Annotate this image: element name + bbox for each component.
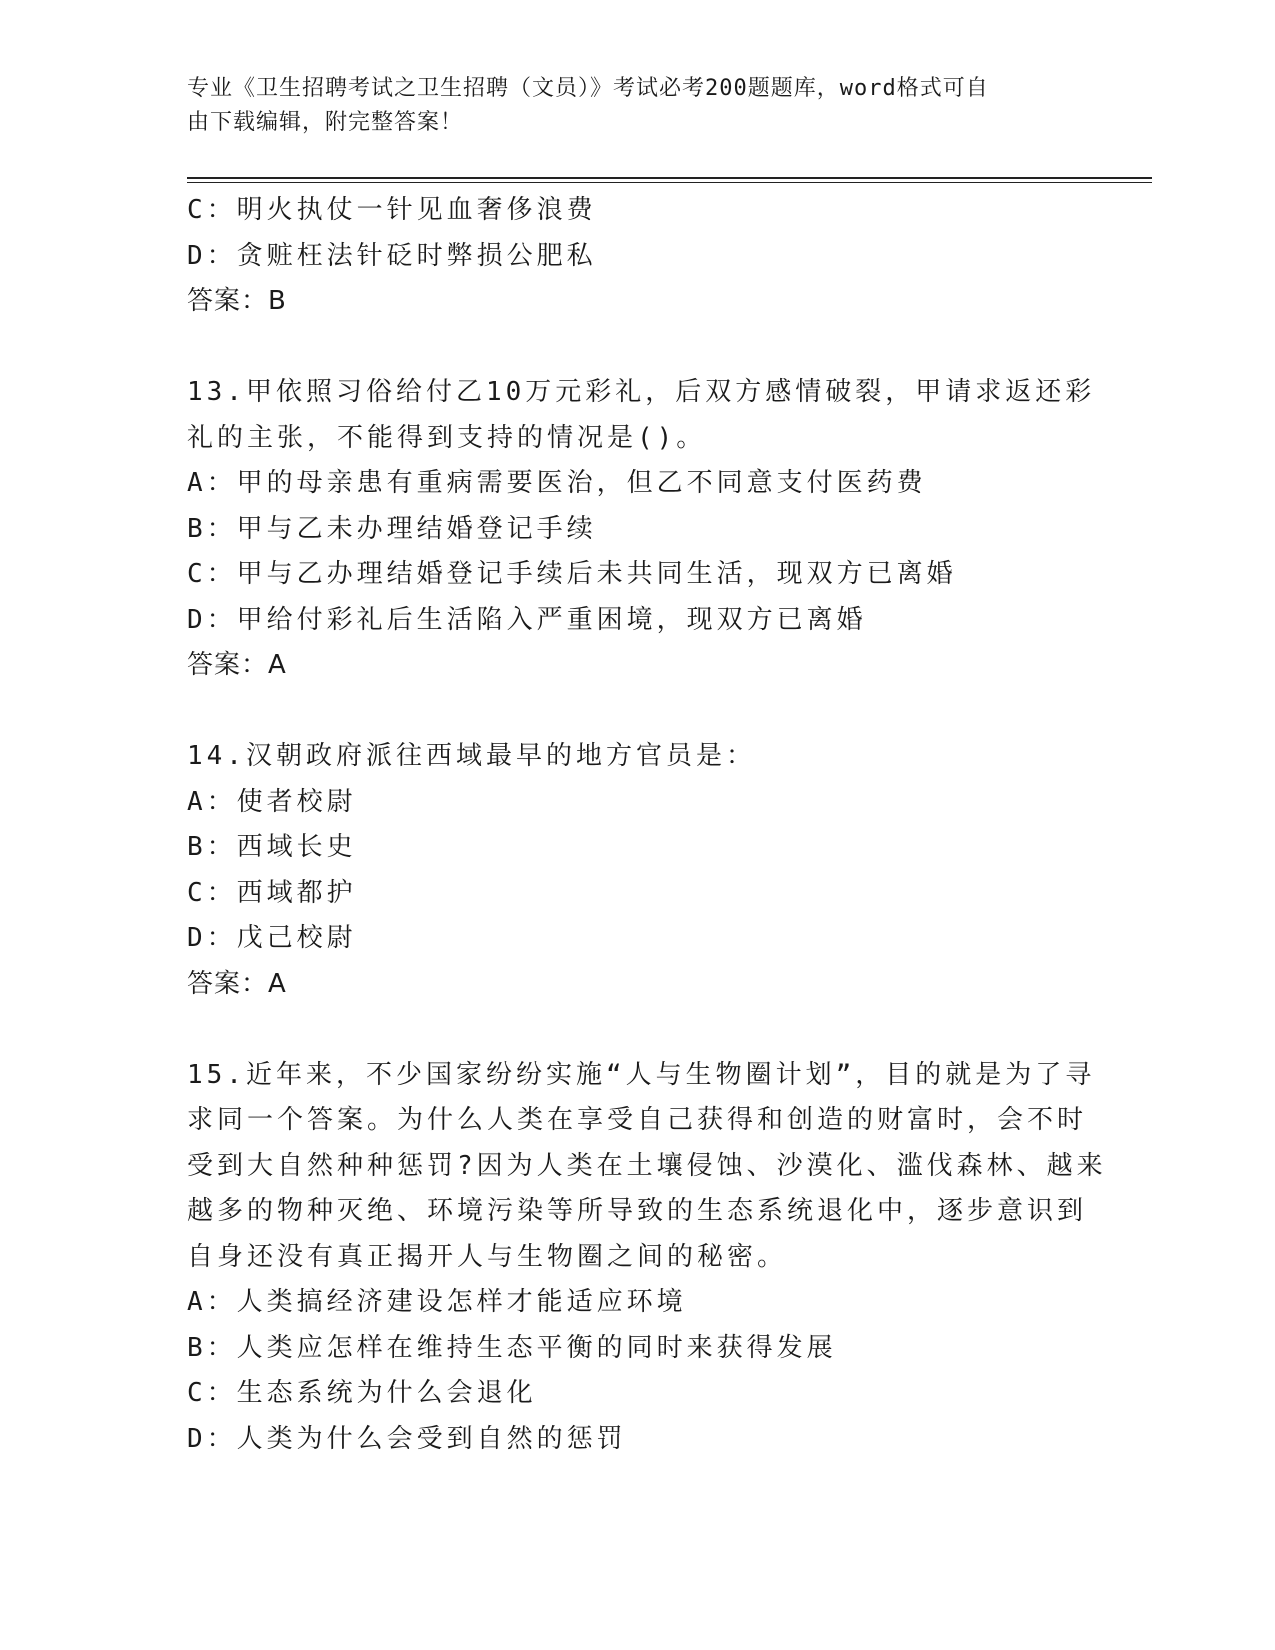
previous-question-tail	[187, 188, 1087, 325]
option-c: C：生态系统为什么会退化	[187, 1378, 537, 1408]
question-stem-line: 越多的物种灭绝、环境污染等所导致的生态系统退化中，逐步意识到	[187, 1196, 1088, 1226]
spacer	[187, 689, 1087, 735]
header-divider	[187, 177, 1152, 183]
question-stem-line: 14.汉朝政府派往西域最早的地方官员是：	[187, 741, 756, 771]
header-line-2: 由下载编辑，附完整答案！	[187, 110, 464, 135]
option-c: C：明火执仗一针见血奢侈浪费	[187, 195, 597, 225]
question-list	[187, 188, 1107, 1462]
option-a: A：甲的母亲患有重病需要医治，但乙不同意支付医药费	[187, 468, 927, 498]
option-b: B：甲与乙未办理结婚登记手续	[187, 513, 597, 544]
option-b: B：西域长史	[187, 832, 357, 862]
question-stem-line: 受到大自然种种惩罚?因为人类在土壤侵蚀、沙漠化、滥伐森林、越来	[187, 1150, 1107, 1181]
option-d: D：戊己校尉	[187, 923, 357, 953]
question-15	[187, 1053, 1107, 1463]
answer-line: 答案：A	[187, 968, 287, 999]
option-a: A：使者校尉	[187, 786, 357, 817]
question-stem-line: 13.甲依照习俗给付乙10万元彩礼，后双方感情破裂，甲请求返还彩	[187, 377, 1096, 407]
spacer	[187, 325, 1087, 371]
document-header	[187, 72, 1067, 140]
option-d: D：贪赃枉法针砭时弊损公肥私	[187, 240, 597, 271]
question-stem-line: 自身还没有真正揭开人与生物圈之间的秘密。	[187, 1241, 788, 1272]
option-b: B：人类应怎样在维持生态平衡的同时来获得发展	[187, 1332, 837, 1363]
option-c: C：甲与乙办理结婚登记手续后未共同生活，现双方已离婚	[187, 559, 957, 589]
question-14	[187, 734, 1087, 1007]
answer-line: 答案：A	[187, 650, 287, 680]
question-stem-line: 15.近年来，不少国家纷纷实施“人与生物圈计划”，目的就是为了寻	[187, 1059, 1096, 1090]
option-d: D：甲给付彩礼后生活陷入严重困境，现双方已离婚	[187, 604, 867, 635]
header-line-1: 专业《卫生招聘考试之卫生招聘（文员）》考试必考200题题库，word格式可自	[187, 76, 989, 101]
spacer	[187, 1007, 1087, 1053]
question-stem-line: 礼的主张，不能得到支持的情况是()。	[187, 422, 707, 453]
answer-line: 答案：B	[187, 286, 287, 316]
option-a: A：人类搞经济建设怎样才能适应环境	[187, 1287, 687, 1317]
question-stem-line: 求同一个答案。为什么人类在享受自己获得和创造的财富时，会不时	[187, 1105, 1088, 1135]
option-d: D：人类为什么会受到自然的惩罚	[187, 1423, 627, 1454]
question-13	[187, 370, 1096, 689]
option-c: C：西域都护	[187, 877, 357, 908]
